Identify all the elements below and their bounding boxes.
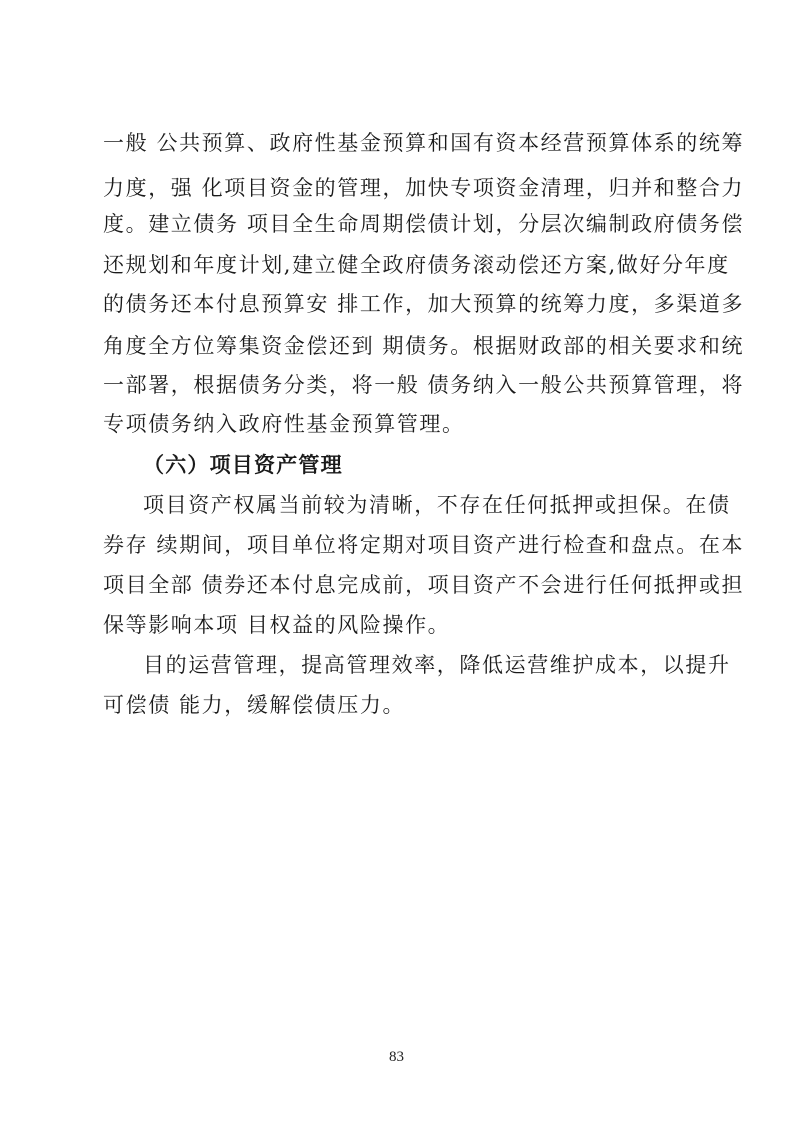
paragraph-1-line-1: 一般 公共预算、政府性基金预算和国有资本经营预算体系的统筹 (103, 131, 745, 155)
paragraph-1-line-5: 的债务还本付息预算安 排工作，加大预算的统筹力度，多渠道多 (103, 292, 745, 316)
paragraph-2-line-4: 保等影响本项 目权益的风险操作。 (103, 613, 451, 637)
paragraph-1-line-2: 力度，强 化项目资金的管理，加快专项资金清理，归并和整合力 (103, 176, 745, 200)
section-heading: （六）项目资产管理 (143, 453, 343, 477)
paragraph-1-line-3: 度。建立债务 项目全生命周期偿债计划，分层次编制政府债务偿 (103, 212, 745, 236)
paragraph-1-line-7: 一部署，根据债务分类，将一般 债务纳入一般公共预算管理，将 (103, 373, 745, 397)
paragraph-1-line-6: 角度全方位筹集资金偿还到 期债务。根据财政部的相关要求和统 (103, 334, 745, 358)
paragraph-2-line-1: 项目资产权属当前较为清晰，不存在任何抵押或担保。在债 (143, 493, 731, 517)
paragraph-3-line-1: 目的运营管理，提高管理效率，降低运营维护成本，以提升 (143, 653, 731, 677)
page-number: 83 (389, 1049, 404, 1065)
paragraph-1-line-4: 还规划和年度计划,建立健全政府债务滚动偿还方案,做好分年度 (103, 253, 730, 277)
paragraph-1-line-8: 专项债务纳入政府性基金预算管理。 (103, 412, 465, 436)
paragraph-2-line-2: 券存 续期间，项目单位将定期对项目资产进行检查和盘点。在本 (103, 533, 745, 557)
paragraph-3-line-2: 可偿债 能力，缓解偿债压力。 (103, 693, 406, 717)
paragraph-2-line-3: 项目全部 债券还本付息完成前，项目资产不会进行任何抵押或担 (103, 573, 745, 597)
